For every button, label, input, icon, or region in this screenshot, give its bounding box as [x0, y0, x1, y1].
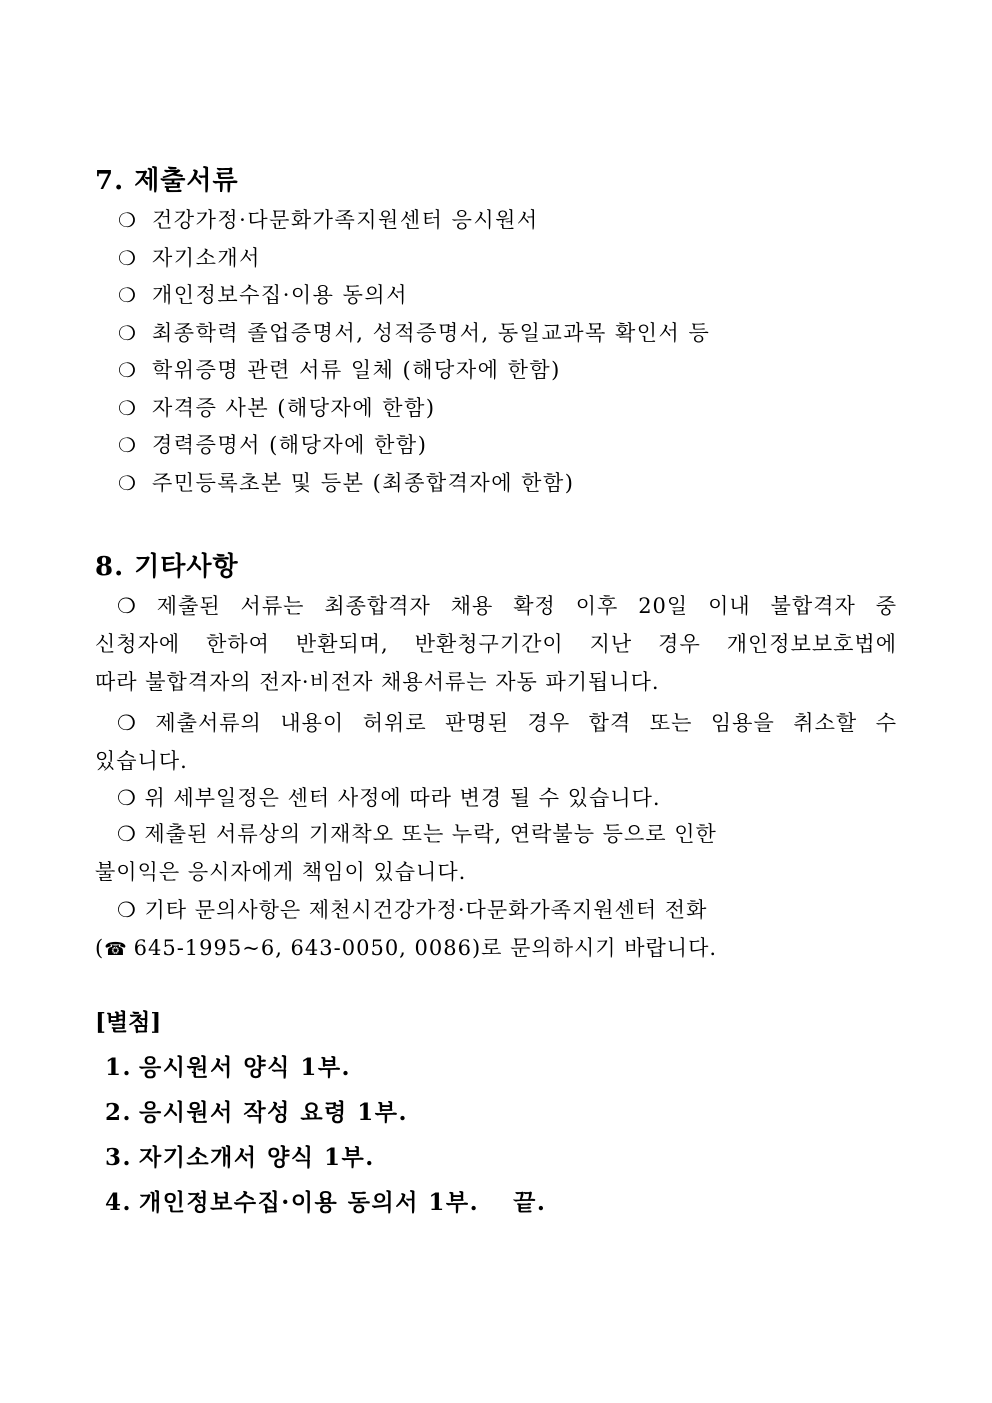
notice-paragraph-responsibility	[95, 815, 897, 891]
attachments-list	[105, 1045, 546, 1225]
paragraph-line: 있습니다.	[95, 749, 188, 773]
paragraph-line: 불이익은 응시자에게 책임이 있습니다.	[95, 860, 467, 884]
list-item: ❍ 경력증명서 (해당자에 한함)	[118, 427, 710, 465]
list-item: 3. 자기소개서 양식 1부.	[105, 1144, 375, 1171]
list-item: 2. 응시원서 작성 요령 1부.	[105, 1099, 408, 1126]
circle-bullet-icon: ❍	[118, 470, 138, 495]
section-8-title: 8. 기타사항	[95, 552, 239, 582]
list-item: ❍ 개인정보수집·이용 동의서	[118, 277, 710, 315]
paragraph-line: ❍ 제출서류의 내용이 허위로 판명된 경우 합격 또는 임용을 취소할 수	[117, 711, 897, 735]
circle-bullet-icon: ❍	[118, 395, 138, 420]
circle-bullet-icon: ❍	[118, 245, 138, 270]
circle-bullet-icon: ❍	[118, 208, 138, 232]
list-item: 1. 응시원서 양식 1부.	[105, 1054, 352, 1081]
circle-bullet-icon: ❍	[118, 283, 138, 307]
list-item: ❍ 자기소개서	[118, 240, 710, 278]
attachments-title: [별첨]	[95, 1009, 162, 1036]
list-item: 4. 개인정보수집·이용 동의서 1부. 끝.	[105, 1189, 547, 1216]
paragraph-line: 따라 불합격자의 전자·비전자 채용서류는 자동 파기됩니다.	[95, 670, 660, 694]
paragraph-line: ❍ 제출된 서류상의 기재착오 또는 누락, 연락불능 등으로 인한	[117, 822, 717, 846]
list-item: ❍ 학위증명 관련 서류 일체 (해당자에 한함)	[118, 352, 710, 390]
notice-paragraph-return	[95, 587, 897, 701]
list-item: ❍ 자격증 사본 (해당자에 한함)	[118, 390, 710, 428]
paragraph-line: 신청자에 한하여 반환되며, 반환청구기간이 지난 경우 개인정보보호법에	[95, 632, 897, 656]
paragraph-line: (☎ 645-1995~6, 643-0050, 0086)로 문의하시기 바랍니다.	[95, 929, 897, 967]
paragraph-line: ❍ 제출된 서류는 최종합격자 채용 확정 이후 20일 이내 불합격자 중	[117, 594, 897, 618]
notice-paragraph-inquiry	[95, 891, 897, 967]
circle-bullet-icon: ❍	[118, 320, 138, 345]
notice-paragraph-false-docs	[95, 704, 897, 780]
notice-paragraph-schedule	[95, 779, 897, 817]
list-item: ❍ 건강가정·다문화가족지원센터 응시원서	[118, 202, 710, 240]
list-item: ❍ 주민등록초본 및 등본 (최종합격자에 한함)	[118, 465, 710, 503]
phone-icon: ☎	[104, 939, 128, 960]
list-item: ❍ 최종학력 졸업증명서, 성적증명서, 동일교과목 확인서 등	[118, 315, 710, 353]
paragraph-line: ❍ 기타 문의사항은 제천시건강가정·다문화가족지원센터 전화	[117, 898, 708, 922]
submission-documents-list	[118, 202, 710, 502]
section-7-title: 7. 제출서류	[95, 166, 239, 196]
paragraph-line: ❍ 위 세부일정은 센터 사정에 따라 변경 될 수 있습니다.	[117, 786, 661, 810]
circle-bullet-icon: ❍	[118, 433, 138, 457]
circle-bullet-icon: ❍	[118, 358, 138, 382]
